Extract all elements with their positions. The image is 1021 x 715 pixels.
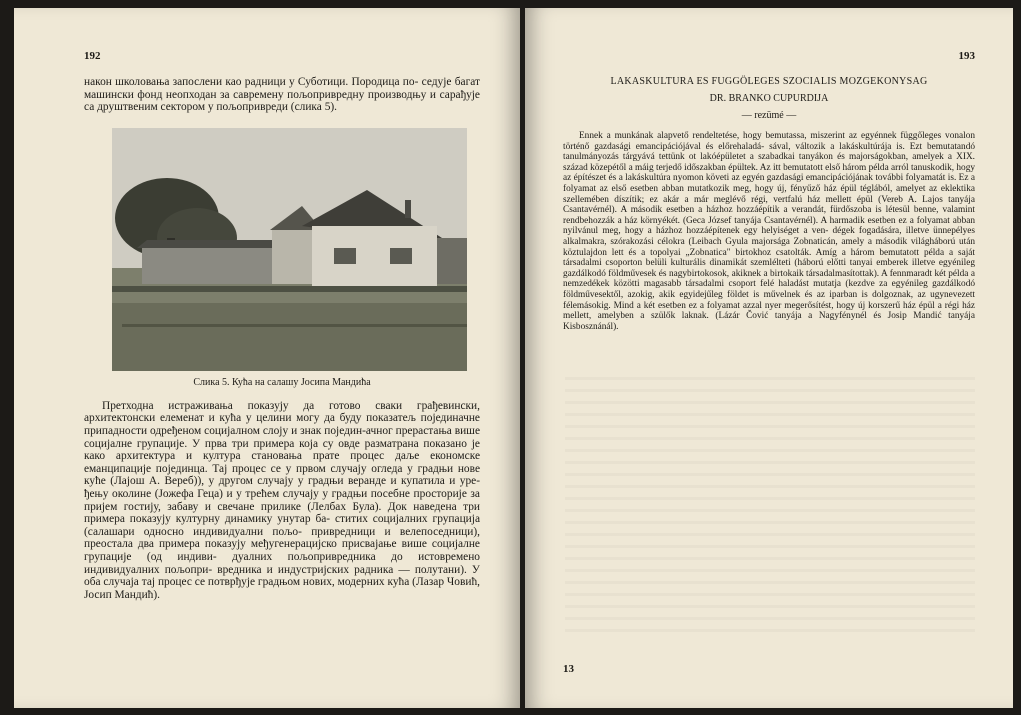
summary-paragraph: Ennek a munkának alapvető rendeltetése, hogy bemutassa, miszerint az egyénnek függőleges vonalon történő gazdasági emancipációjával és előrehaladá- sával, változik a lakáskultúrája is. Ezt bemutatandó tanulmányozás tárgyává tettünk ot lakóépületet a szabadkai tanyákon és majorságokban, amelyek a XIX. század közepétől a máig terjedő időszakban épültek. Az itt bemutatott első három példa arról tanuskodik, hogy az építészet és a lakáskultúra nyomon követi az egyén gazdasági emancipációjának további folyamatát is. Ez a folyamat az első esetben abban mutatkozik meg, hogy új, fényűző ház épül téglából, amelyet az eklektika szellemében díszítik; ez akár a már meglévő régi, vertfalú ház mellett épül (Vereb A. Lajos tanyája Csantavérnél). A második esetben a házhoz hozzáépítik a verandát, fürdőszoba is létesül benne, valamint rendbehozzák a ház környékét. (Geca József tanyája Csantavérnél). A harmadik esetben ez a folyamat abban nyilvánul meg, hogy a házhoz hozzáépítenek egy helyiséget a ven- dégek fogadására, illetve ünnepélyes alkalmakra, szórakozási célokra (Leibach Gyula majorsága Zobnaticán, amely a második világháború után köztulajdon lett és a topolyai „Zobnatica" birtokhoz csatolták. Amíg a három bemutatott példa a saját társadalmi csoporton belüli kulturális dinamikát szemlélteti (háború előtti tanyai emberek illetve egyénileg gazdálkodó földművesek és nagybirtokosok, akiknek a birtokaik társadalmasítottak). A fennmaradt két példa a nemzedékek közötti magasabb társadalmi csoport felé haladást mutatja (kezdve za egyénileg gazdálkodó földművesektől, azokig, akik egyidejűleg földet is művelnek és az iparban is dolgoznak, az ugynevezett félemásokig. Mind a két esetben ez a folyamat azzal nyer megerősítést, hogy új korszerű ház épül a régi ház mellett, amelyben a szülők laknak. (Lázár Čović tanyája a Nagyfénynél és Josip Mandić tanyája Kisbosznánál). [563, 131, 975, 332]
house-photo [112, 128, 467, 371]
intro-paragraph: након школовања запослени као радници у Суботици. Породица по- седује багат машински фонд неопходан за савремену пољопривредну производњу и сарађује са друштвеним сектором у пољопривреди (слика 5). [84, 76, 480, 114]
resume-label: — rezümé — [741, 110, 797, 121]
footer-number: 13 [563, 663, 574, 675]
photo-caption: Слика 5. Кућа на салашу Јосипа Мандића [193, 376, 371, 388]
house-photo-drawing [112, 128, 467, 371]
main-paragraph: Претходна истраживања показују да готово сваки грађевински, архитектонски елеменат и кућа у целини могу да буду показатељ појединачне припадности одређеном социјалном слоју и знак поједин-ачног прерастања више социјалне групације. У прва три примера која су овде разматрана показано је како архитектура и култура становања прате процес даље економске еманципације појединца. Тај процес се у првом случају огледа у градњи нове куће (Лајош А. Вереб)), у другом случају у градњи веранде и купатила и уре- ђењу околине (Јожефа Геца) и у трећем случају у градњи посебне просторије за пријем гостију, забаву и свечане прилике (Лелбах Була). Док наведена три примера показују културну динамику унутар ба- ститих социјалних групација (салашари односно индивидуални пољо- привредници и велепоседници), преостала два примера показују међугенерацијско присвајање више социјалне групације (од индиви- дуалних пољопривредника до истовременo индивидуалних пољопри- вредника и индустријских радника — полутани). У оба случаја тај процес се потврђује градњом нових, модерних кућа (Лазар Човић, Јосип Мандић). [84, 399, 480, 601]
right-page [525, 8, 1013, 708]
page-number-right: 193 [958, 50, 975, 62]
article-author: DR. BRANKO CUPURDIJA [709, 93, 829, 104]
article-title: LAKASKULTURA ES FUGGÖLEGES SZOCIALIS MOZGEKONYSAG [610, 76, 928, 87]
bleed-through-text [565, 368, 975, 638]
left-page [14, 8, 520, 708]
page-number-left: 192 [84, 50, 101, 62]
